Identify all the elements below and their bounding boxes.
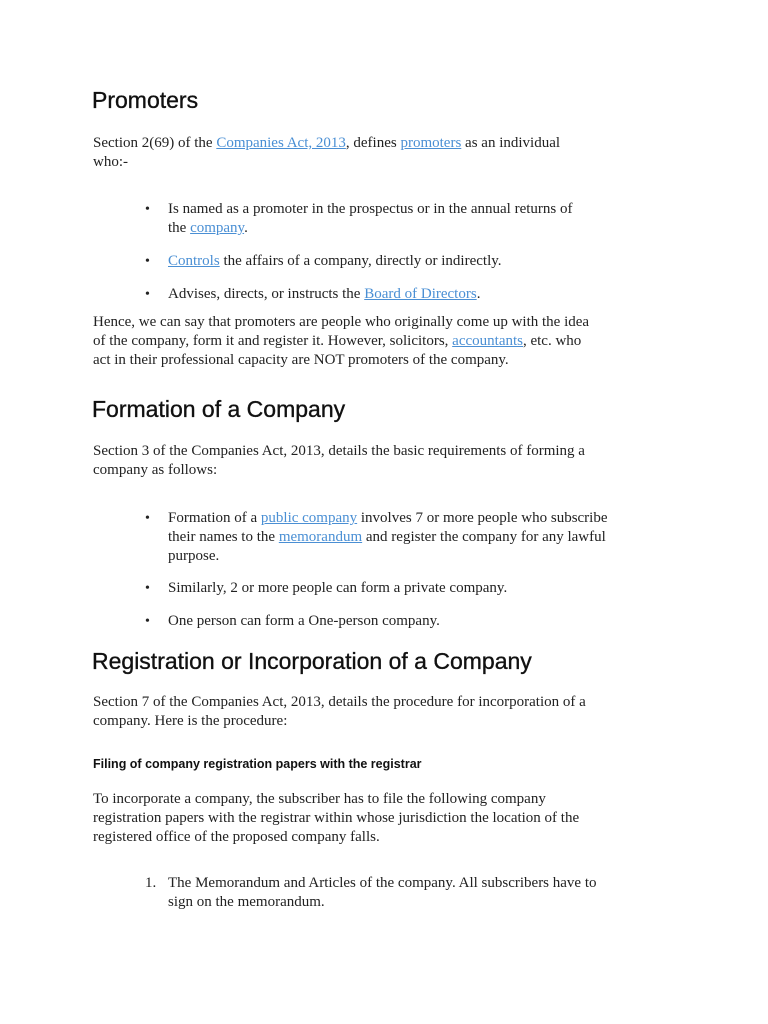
text-fragment: the affairs of a company, directly or indirectly. [219,253,502,269]
link-promoters[interactable]: promoters [400,135,462,151]
link-public-company[interactable]: public company [260,510,358,526]
text-line: registration papers with the registrar within whose jurisdiction the location of the [93,810,580,826]
text-line: registered office of the proposed company falls. [93,829,380,845]
bullet-icon: • [145,581,150,596]
text-line: Section 7 of the Companies Act, 2013, details the procedure for incorporation of a [93,694,586,710]
text-line: Similarly, 2 or more people can form a private company. [168,580,508,596]
bullet-icon: • [145,202,150,217]
link-board-of-directors[interactable]: Board of Directors [364,286,477,302]
text-fragment: as an individual [461,135,561,151]
text-fragment: . [476,286,481,302]
bullet-icon: • [145,287,150,302]
promoters-outro [93,313,683,370]
text-fragment: the [168,220,191,236]
text-line: purpose. [168,548,220,564]
text-line: One person can form a One-person company. [168,613,440,629]
text-line: company. Here is the procedure: [93,713,288,729]
text-fragment: Formation of a [168,510,261,526]
link-memorandum[interactable]: memorandum [278,529,363,545]
text-line: Is named as a promoter in the prospectus or in the annual returns of [168,201,573,217]
text-line: The Memorandum and Articles of the company. All subscribers have to [168,875,597,891]
link-companies-act[interactable]: Companies Act, 2013 [216,135,346,151]
heading-promoters: Promoters [92,87,199,113]
text-fragment: . [244,220,248,236]
subheading-filing: Filing of company registration papers with the registrar [93,757,422,771]
link-controls[interactable]: Controls [168,253,220,269]
promoters-intro [93,134,683,172]
registration-intro [93,693,683,731]
bullet-icon: • [145,511,150,526]
text-line: sign on the memorandum. [168,894,325,910]
bullet-icon: • [145,254,150,269]
text-line: act in their professional capacity are NOT promoters of the company. [93,352,509,368]
bullet-icon: • [145,614,150,629]
text-line: Section 3 of the Companies Act, 2013, details the basic requirements of forming a [93,443,585,459]
filing-paragraph [93,790,683,847]
text-line: company as follows: [93,462,218,478]
heading-registration: Registration or Incorporation of a Company [92,648,532,674]
text-line: who:- [93,154,128,170]
text-fragment: Section 2(69) of the [93,135,217,151]
text-fragment: Advises, directs, or instructs the [168,286,365,302]
formation-intro [93,442,683,480]
list-number: 1. [145,875,157,891]
link-accountants[interactable]: accountants [452,333,523,349]
text-line: To incorporate a company, the subscriber has to file the following company [93,791,546,807]
text-fragment: their names to the [168,529,279,545]
text-fragment: and register the company for any lawful [362,529,606,545]
link-company[interactable]: company [190,220,245,236]
text-fragment: , defines [345,135,401,151]
heading-formation: Formation of a Company [92,396,346,422]
text-fragment: of the company, form it and register it. However, solicitors, [93,333,453,349]
text-fragment: involves 7 or more people who subscribe [357,510,608,526]
text-fragment: , etc. who [522,333,582,349]
text-line: Hence, we can say that promoters are people who originally come up with the idea [93,314,590,330]
